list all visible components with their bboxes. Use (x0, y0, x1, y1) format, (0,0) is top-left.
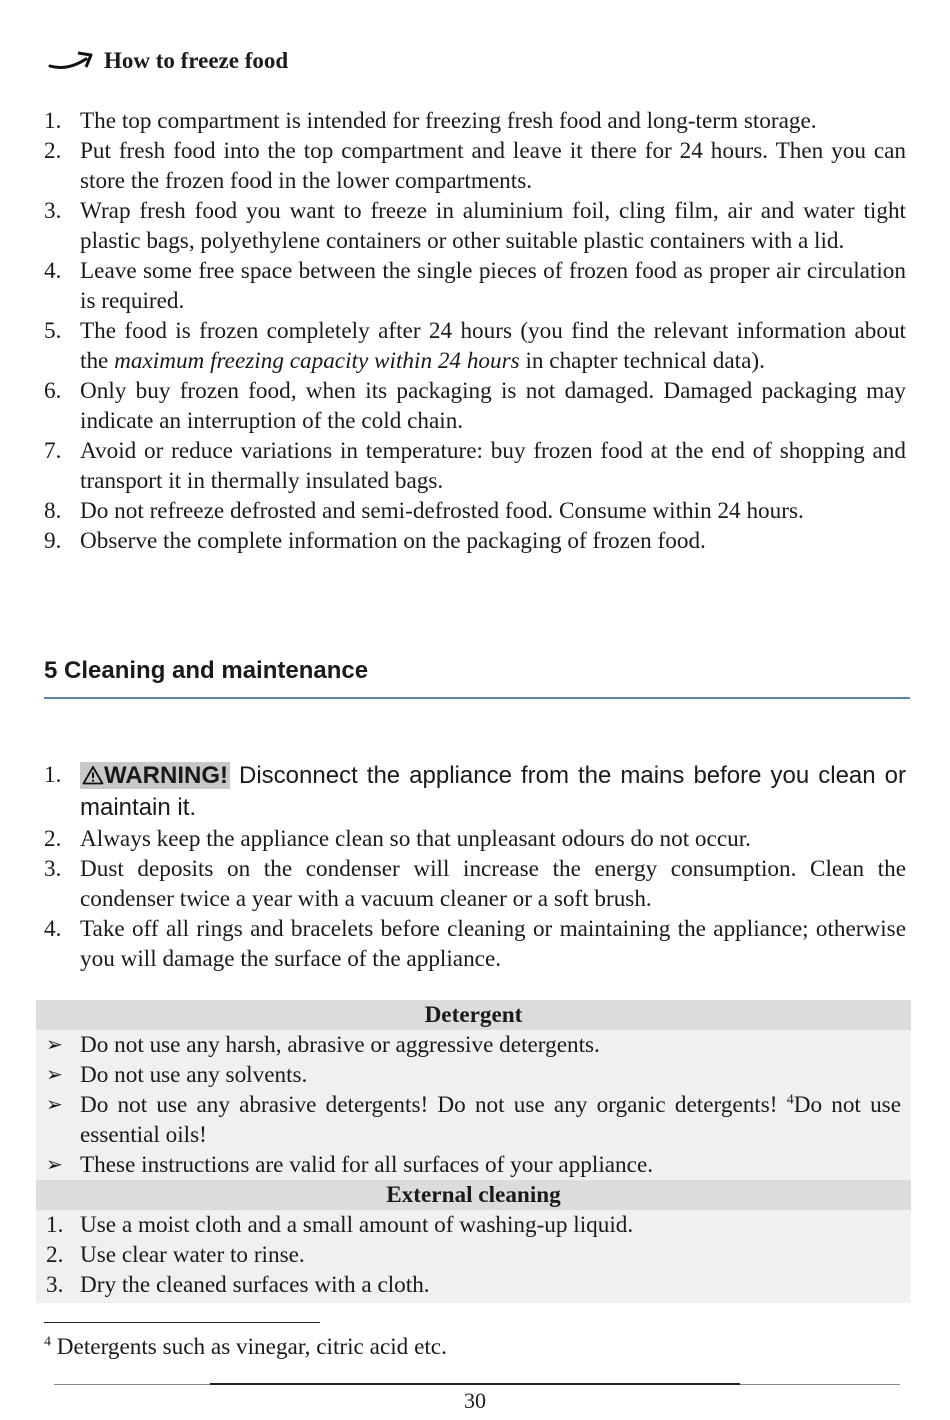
list-item: 4. Take off all rings and bracelets before cleaning or maintaining the appliance; otherwise you will damage the surface of the appliance. (44, 916, 906, 972)
cleaning-info-box (36, 1000, 911, 1303)
list-item: 3. Wrap fresh food you want to freeze in aluminium foil, cling film, air and water tight plastic bags, polyethylene containers or other suitable plastic containers with a lid. (44, 198, 906, 254)
list-item: 7. Avoid or reduce variations in temperature: buy frozen food at the end of shopping and transport it in thermally insulated bags. (44, 438, 906, 494)
list-item: 6. Only buy frozen food, when its packaging is not damaged. Damaged packaging may indicate an interruption of the cold chain. (44, 378, 906, 434)
list-item: 1. WARNING! Disconnect the appliance from the mains before you clean or maintain it. (44, 762, 906, 821)
footnote-divider (44, 1322, 320, 1323)
list-item: 9. Observe the complete information on the packaging of frozen food. (44, 528, 706, 554)
external-cleaning-list (36, 1210, 911, 1300)
list-item: ➢ Do not use any harsh, abrasive or aggressive detergents. (46, 1032, 600, 1058)
page-number: 30 (464, 1388, 486, 1413)
list-item: ➢ Do not use any abrasive detergents! Do not use any organic detergents! $^4$Do not use essential oils! (46, 1092, 901, 1148)
footer-rule-accent (210, 1383, 740, 1385)
detergent-header: Detergent (36, 1000, 911, 1030)
list-item: 8. Do not refreeze defrosted and semi-defrosted food. Consume within 24 hours. (44, 498, 804, 524)
section-divider (44, 697, 910, 699)
warning-text: Disconnect the appliance from the mains before you clean or maintain it. (80, 762, 906, 821)
freeze-list (0, 106, 950, 556)
external-cleaning-header: External cleaning (36, 1180, 911, 1210)
arrow-bullet-icon: ➢ (46, 1094, 63, 1116)
freeze-heading-text: How to freeze food (104, 48, 289, 73)
arrow-bullet-icon: ➢ (46, 1034, 63, 1056)
freeze-heading (48, 44, 288, 78)
warning-badge: WARNING! (80, 762, 230, 789)
list-item: 3. Dust deposits on the condenser will increase the energy consumption. Clean the condenser twice a year with a vacuum cleaner or a soft brush. (44, 856, 906, 912)
list-item: ➢ Do not use any solvents. (46, 1062, 308, 1088)
warning-triangle-icon (82, 765, 104, 785)
list-item: 2. Put fresh food into the top compartment and leave it there for 24 hours. Then you can store the frozen food in the lower compartments. (44, 138, 906, 194)
list-item: 5. The food is frozen completely after 24 hours (you find the relevant information about the maximum freezing capacity within 24 hours in chapter technical data). (44, 318, 906, 374)
detergent-list (36, 1030, 911, 1180)
footnote-reference: 4 (786, 1092, 794, 1108)
arrow-icon (48, 49, 94, 73)
arrow-bullet-icon: ➢ (46, 1064, 63, 1086)
list-item: 2. Use clear water to rinse. (46, 1242, 305, 1268)
cleaning-list (0, 760, 950, 974)
list-item: ➢ These instructions are valid for all surfaces of your appliance. (46, 1152, 654, 1178)
footnote: $^4$ Detergents such as vinegar, citric acid etc. (44, 1334, 447, 1360)
list-item: 1. The top compartment is intended for freezing fresh food and long-term storage. (44, 108, 817, 134)
list-item: 1. Use a moist cloth and a small amount of washing-up liquid. (46, 1212, 634, 1238)
italic-reference: maximum freezing capacity within 24 hours (114, 348, 520, 374)
arrow-bullet-icon: ➢ (46, 1154, 63, 1176)
list-item: 4. Leave some free space between the single pieces of frozen food as proper air circulation is required. (44, 258, 906, 314)
list-item: 2. Always keep the appliance clean so that unpleasant odours do not occur. (44, 826, 751, 852)
section-title: 5 Cleaning and maintenance (44, 657, 369, 684)
list-item: 3. Dry the cleaned surfaces with a cloth. (46, 1272, 430, 1298)
